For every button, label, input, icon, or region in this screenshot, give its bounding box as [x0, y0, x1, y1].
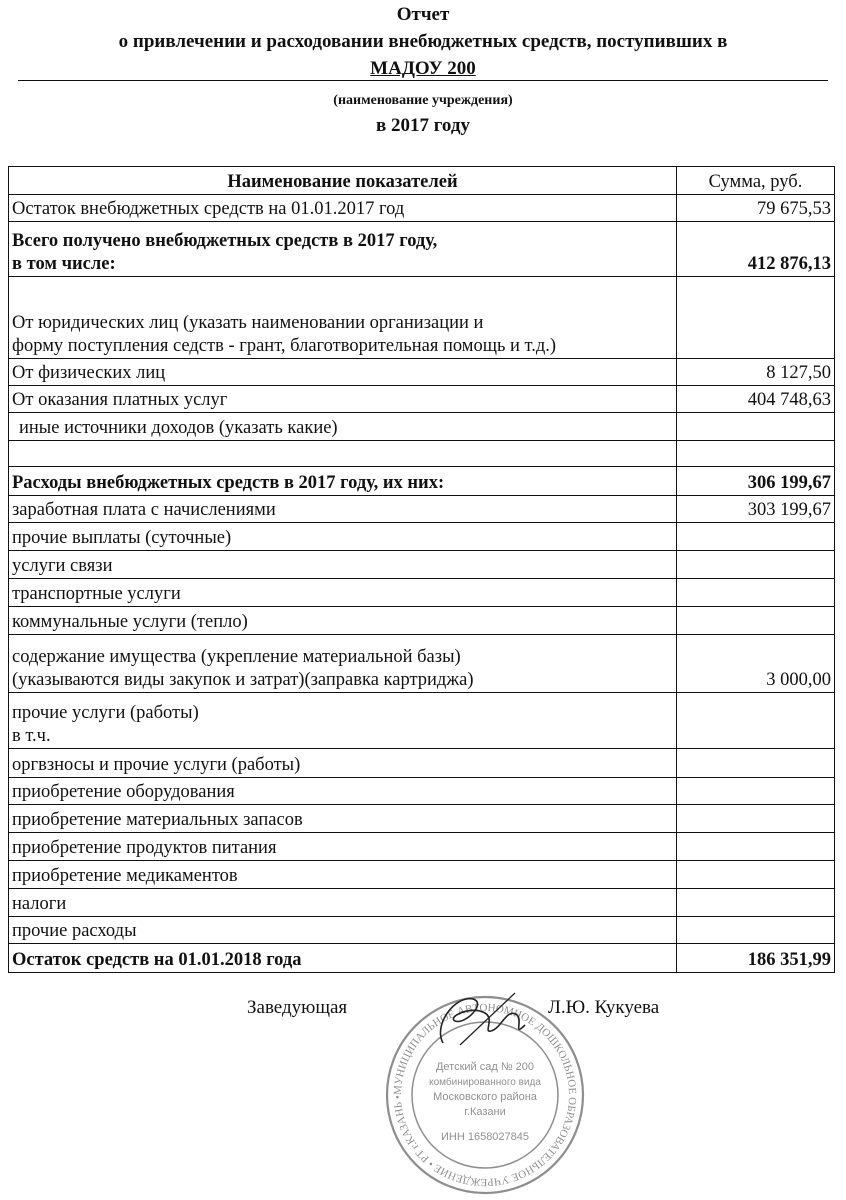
row-name-line2: форму поступления седств - грант, благотворительная помощь и т.д.): [12, 336, 557, 356]
row-name-line2: (указываются виды закупок и затрат)(заправка картриджа): [12, 670, 474, 690]
row-sum: 79 675,53: [677, 195, 835, 222]
row-name: оргвзносы и прочие услуги (работы): [9, 749, 677, 778]
table-row: [9, 496, 835, 523]
row-name: Расходы внебюджетных средств в 2017 году, их них:: [9, 467, 677, 496]
row-name: Остаток средств на 01.01.2018 года: [9, 944, 677, 973]
row-sum: [677, 441, 835, 467]
table-row: [9, 944, 835, 973]
table-row: [9, 386, 835, 413]
signatory-position: Заведующая: [247, 997, 348, 1018]
report-table: [8, 166, 835, 973]
row-name: [9, 277, 677, 359]
table-header-row: [9, 167, 835, 195]
report-year: в 2017 году: [376, 115, 470, 136]
table-row: [9, 778, 835, 805]
row-sum: 412 876,13: [677, 222, 835, 277]
row-name: приобретение материальных запасов: [9, 805, 677, 833]
signatory-name: Л.Ю. Кукуева: [548, 997, 660, 1018]
table-row: [9, 523, 835, 551]
table-row: [9, 917, 835, 944]
table-row: [9, 277, 835, 359]
table-row: [9, 833, 835, 861]
row-sum: [677, 917, 835, 944]
handwritten-signature: [425, 985, 535, 1055]
table-row: [9, 195, 835, 222]
row-sum: 8 127,50: [677, 359, 835, 386]
row-name: прочие расходы: [9, 917, 677, 944]
row-sum: [677, 579, 835, 607]
signature-stroke: [440, 999, 525, 1043]
table-row: [9, 359, 835, 386]
row-name: услуги связи: [9, 551, 677, 579]
row-sum: 303 199,67: [677, 496, 835, 523]
row-name: [9, 693, 677, 749]
row-sum: [677, 551, 835, 579]
report-title: Отчет: [396, 4, 450, 25]
column-header-name: Наименование показателей: [9, 167, 677, 195]
table-row: [9, 805, 835, 833]
table-row: [9, 749, 835, 778]
header-underline: [18, 80, 828, 81]
row-sum: [677, 861, 835, 889]
row-name-line2: в т.ч.: [12, 726, 51, 746]
table-row: [9, 441, 835, 467]
row-sum: [677, 805, 835, 833]
row-sum: [677, 749, 835, 778]
stamp-ring-text: МУНИЦИПАЛЬНОЕ АВТОНОМНОЕ ДОШКОЛЬНОЕ ОБРАЗОВАТЕЛЬНОЕ УЧРЕЖДЕНИЕ • РТ г.КАЗАНЬ •: [391, 1001, 579, 1189]
row-sum: [677, 413, 835, 441]
signature-stroke: [460, 993, 515, 1045]
stamp-line: комбинированного вида: [429, 1077, 541, 1088]
stamp-line: ИНН 1658027845: [440, 1131, 530, 1143]
table-row: [9, 413, 835, 441]
table-row: [9, 889, 835, 917]
column-header-sum: Сумма, руб.: [677, 167, 835, 195]
table-row: [9, 861, 835, 889]
row-name: [9, 635, 677, 693]
stamp-line: Детский сад № 200: [435, 1061, 535, 1073]
row-name: приобретение оборудования: [9, 778, 677, 805]
table-row: [9, 467, 835, 496]
table-row: [9, 579, 835, 607]
row-name: коммунальные услуги (тепло): [9, 607, 677, 635]
row-name: приобретение продуктов питания: [9, 833, 677, 861]
row-name: иные источники доходов (указать какие): [9, 413, 677, 441]
row-name: заработная плата с начислениями: [9, 496, 677, 523]
table-row: [9, 551, 835, 579]
row-sum: [677, 833, 835, 861]
table-row: [9, 607, 835, 635]
row-name-line2: в том числе:: [12, 254, 116, 274]
row-name-line1: прочие услуги (работы): [12, 703, 199, 723]
stamp-line: Московского района: [433, 1091, 537, 1103]
row-sum: [677, 778, 835, 805]
row-name: [9, 441, 677, 467]
row-name: транспортные услуги: [9, 579, 677, 607]
row-name: [9, 222, 677, 277]
row-sum: 306 199,67: [677, 467, 835, 496]
stamp-line: г.Казани: [464, 1106, 506, 1118]
row-name: приобретение медикаментов: [9, 861, 677, 889]
table-row: [9, 693, 835, 749]
row-name-line1: Всего получено внебюджетных средств в 2017 году,: [12, 231, 438, 251]
row-sum: 186 351,99: [677, 944, 835, 973]
row-sum: [677, 693, 835, 749]
table-row: [9, 222, 835, 277]
institution-note: (наименование учреждения): [333, 93, 513, 108]
row-sum: 404 748,63: [677, 386, 835, 413]
report-subtitle: о привлечении и расходовании внебюджетных средств, поступивших в: [118, 31, 728, 52]
row-name: От оказания платных услуг: [9, 386, 677, 413]
row-name: прочие выплаты (суточные): [9, 523, 677, 551]
row-name: От физических лиц: [9, 359, 677, 386]
row-name-line1: От юридических лиц (указать наименовании организации и: [12, 313, 484, 333]
row-name: Остаток внебюджетных средств на 01.01.2017 год: [9, 195, 677, 222]
table-row: [9, 635, 835, 693]
row-name: налоги: [9, 889, 677, 917]
row-name-line1: содержание имущества (укрепление материальной базы): [12, 647, 461, 667]
row-sum: [677, 523, 835, 551]
row-sum: [677, 607, 835, 635]
row-sum: [677, 889, 835, 917]
row-sum: 3 000,00: [677, 635, 835, 693]
row-sum: [677, 277, 835, 359]
institution-name: МАДОУ 200: [370, 58, 476, 79]
